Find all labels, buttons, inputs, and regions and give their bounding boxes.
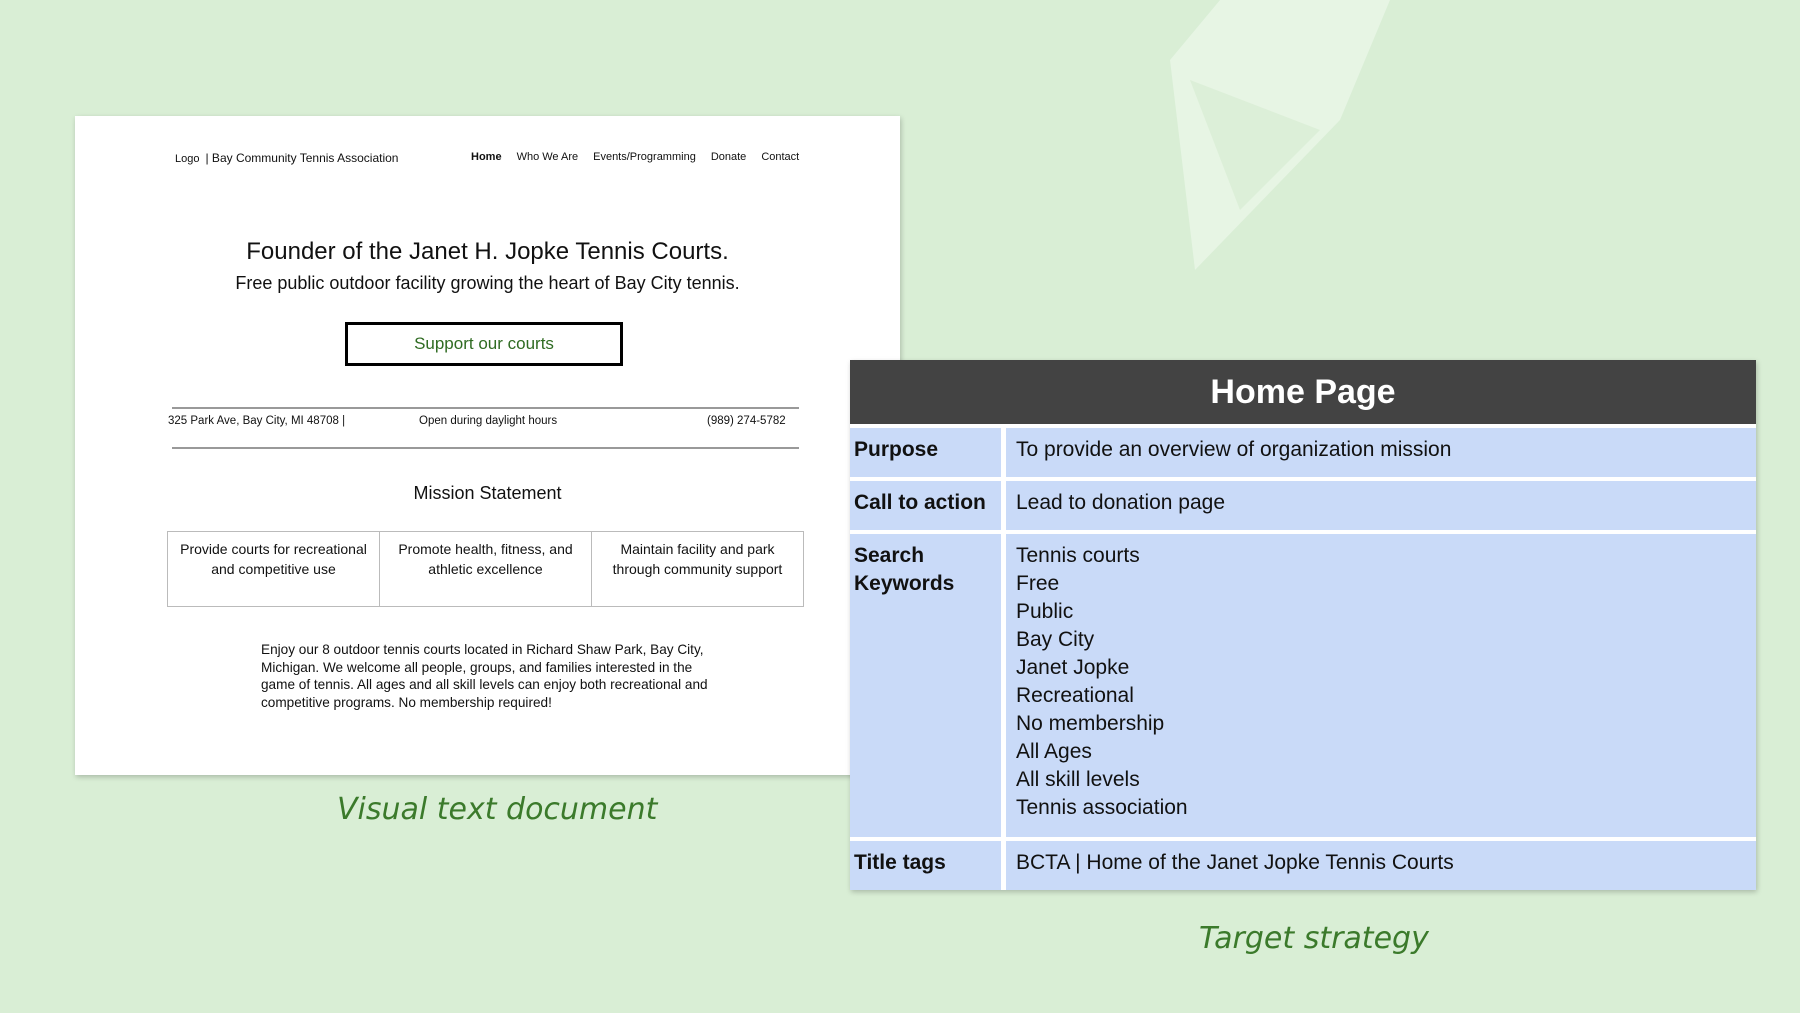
caption-visual-text-document: Visual text document <box>337 792 658 827</box>
keyword-item: Tennis courts <box>1016 544 1140 567</box>
mission-table <box>167 531 804 607</box>
support-courts-button[interactable]: Support our courts <box>345 322 623 366</box>
nav-who-we-are[interactable]: Who We Are <box>516 151 579 163</box>
site-name: | Bay Community Tennis Association <box>205 151 399 165</box>
purpose-value: To provide an overview of organization mission <box>1006 428 1756 477</box>
hours-text: Open during daylight hours <box>419 415 558 427</box>
hero-subheadline: Free public outdoor facility growing the heart of Bay City tennis. <box>235 273 740 293</box>
keyword-item: Recreational <box>1016 684 1134 707</box>
divider <box>172 447 799 449</box>
title-tags-label: Title tags <box>850 841 1006 890</box>
nav-donate[interactable]: Donate <box>710 151 747 163</box>
table-row <box>850 530 1756 837</box>
table-row <box>850 477 1756 530</box>
keyword-item: All Ages <box>1016 740 1092 763</box>
hero-headline: Founder of the Janet H. Jopke Tennis Courts. <box>246 238 729 265</box>
strategy-table <box>850 360 1756 890</box>
title-tags-value: BCTA | Home of the Janet Jopke Tennis Courts <box>1006 841 1756 890</box>
site-nav <box>471 151 799 163</box>
table-row <box>850 424 1756 477</box>
decorative-shape <box>1160 0 1400 280</box>
keyword-item: Bay City <box>1016 628 1095 651</box>
site-logo: Logo <box>175 153 200 165</box>
search-keywords-list <box>1006 534 1756 837</box>
mission-title: Mission Statement <box>413 483 562 503</box>
keyword-item: All skill levels <box>1016 768 1140 791</box>
keyword-item: Janet Jopke <box>1016 656 1130 679</box>
mission-item: Provide courts for recreational and competitive use <box>168 532 380 606</box>
mission-item: Promote health, fitness, and athletic excellence <box>380 532 592 606</box>
site-brand[interactable] <box>175 151 398 165</box>
purpose-label: Purpose <box>850 428 1006 477</box>
keyword-item: Public <box>1016 600 1074 623</box>
table-row <box>850 837 1756 890</box>
divider <box>172 407 799 409</box>
call-to-action-label: Call to action <box>850 481 1006 530</box>
search-keywords-label: Search Keywords <box>850 534 1006 837</box>
call-to-action-value: Lead to donation page <box>1006 481 1756 530</box>
keyword-item: Free <box>1016 572 1060 595</box>
mission-item: Maintain facility and park through community support <box>612 541 783 577</box>
website-mockup <box>75 116 900 775</box>
keyword-item: No membership <box>1016 712 1165 735</box>
nav-events[interactable]: Events/Programming <box>593 151 696 163</box>
caption-target-strategy: Target strategy <box>1199 921 1429 956</box>
intro-paragraph: Enjoy our 8 outdoor tennis courts located in Richard Shaw Park, Bay City, Michigan. We welcome all people, groups, and families interested in the game of tennis. All ages and all skill levels can enjoy both recreational and competitive programs. No membership required! <box>261 642 708 710</box>
address-text: 325 Park Ave, Bay City, MI 48708 | <box>168 415 346 427</box>
keyword-item: Tennis association <box>1016 796 1188 819</box>
nav-contact[interactable]: Contact <box>761 151 800 163</box>
nav-home[interactable]: Home <box>471 151 502 163</box>
phone-text: (989) 274-5782 <box>707 415 786 427</box>
strategy-title: Home Page <box>850 360 1756 424</box>
